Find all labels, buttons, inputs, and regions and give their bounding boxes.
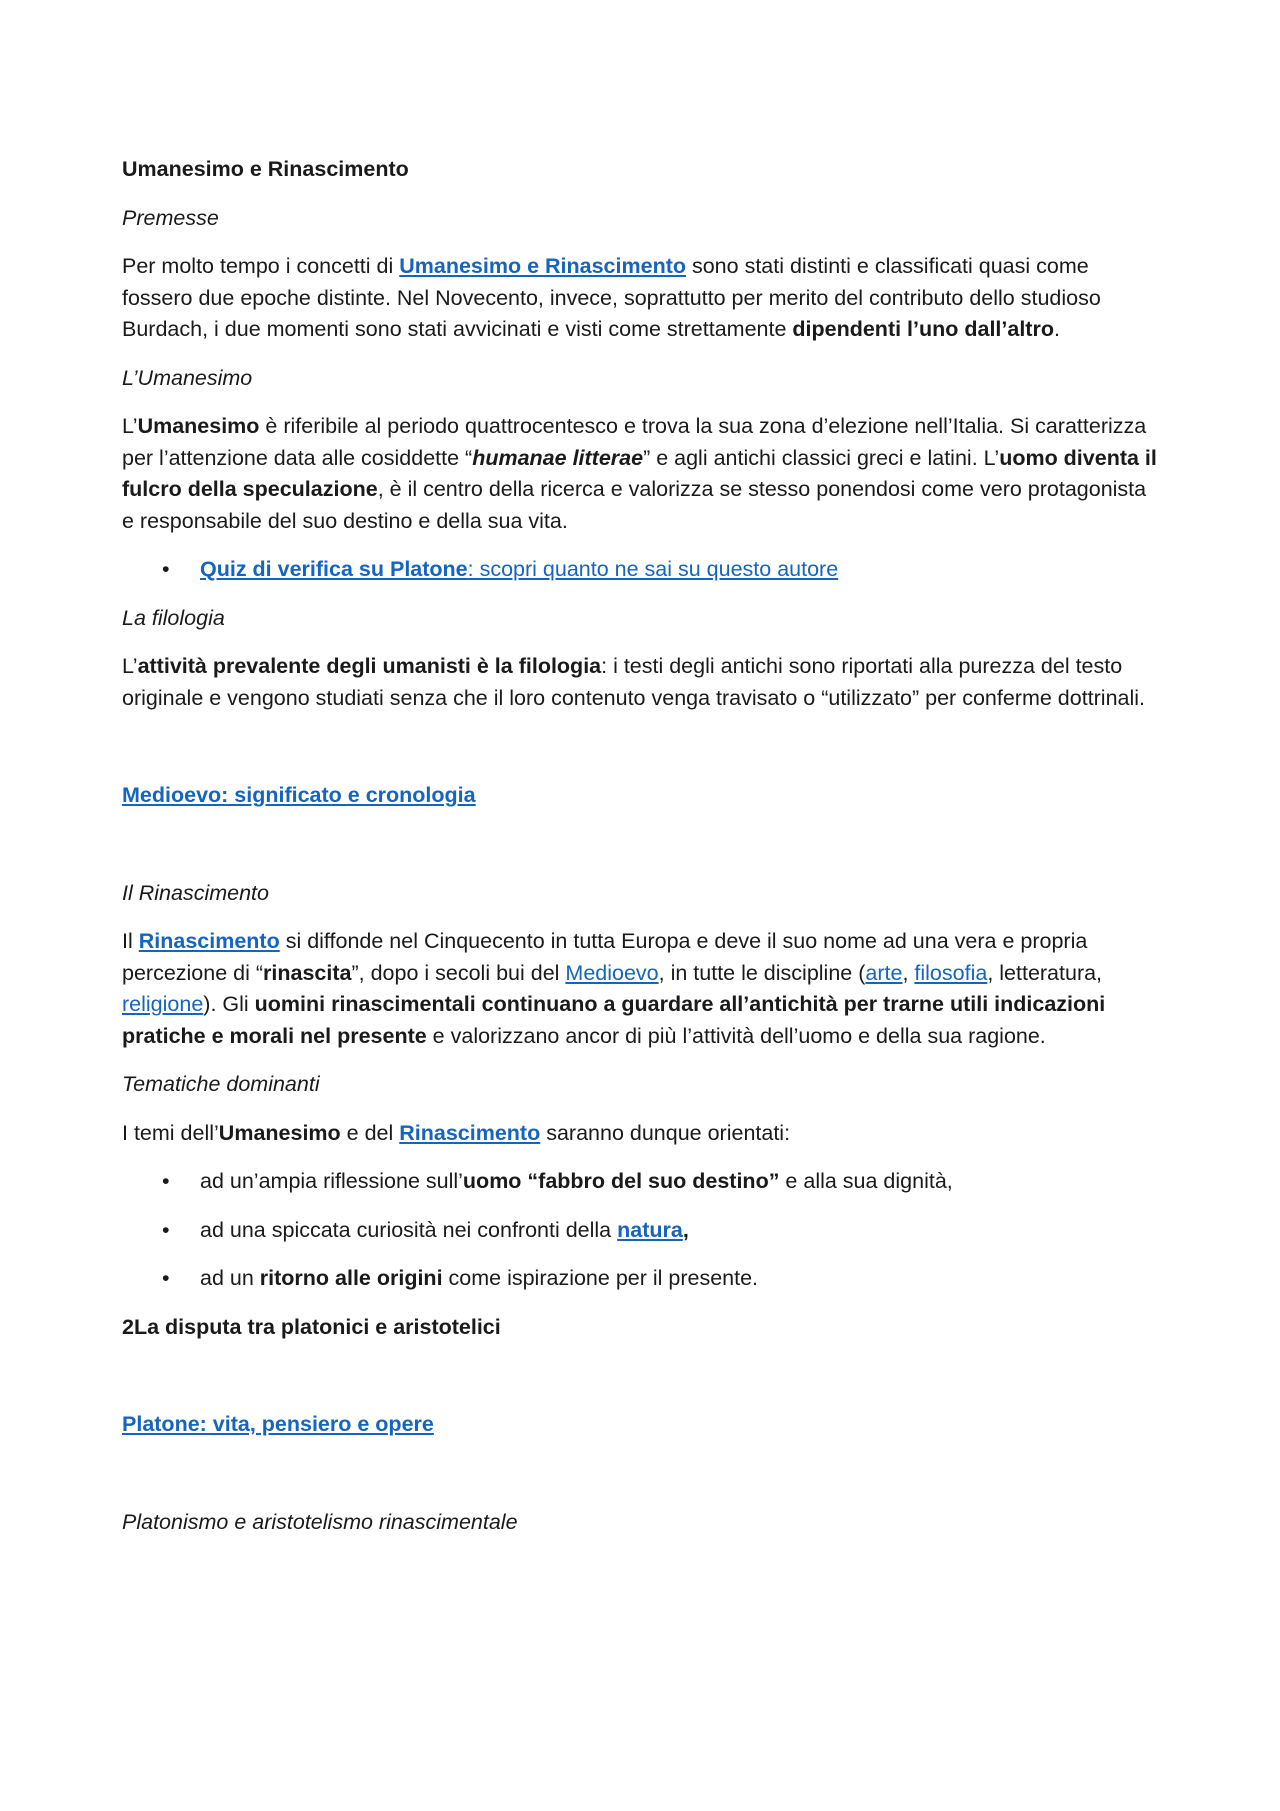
heading-disputa: 2La disputa tra platonici e aristotelici [122,1314,501,1339]
paragraph-premesse: Per molto tempo i concetti di Umanesimo e Rinascimento sono stati distinti e classificati quasi come fossero due epoche distinte. Nel Novecento, invece, soprattutto per merito del contributo dello studioso Burdach, i due momenti sono stati avvicinati e visti come strettamente dipendenti l’uno dall’altro. [122,254,1101,341]
document-title: Umanesimo e Rinascimento [122,157,409,181]
paragraph-filologia: L’attività prevalente degli umanisti è la filologia: i testi degli antichi sono riportati alla purezza del testo originale e vengono studiati senza che il loro contenuto venga travisato o “utilizzato” per conferme dottrinali. [122,654,1146,710]
link-religione[interactable]: religione [122,992,204,1016]
tematiche-list [122,1166,1160,1295]
link-rinascimento[interactable]: Rinascimento [138,929,280,953]
heading-premesse: Premesse [122,205,219,230]
heading-umanesimo: L’Umanesimo [122,365,253,390]
spacer [122,1360,1160,1409]
paragraph-tematiche-intro: I temi dell’Umanesimo e del Rinascimento saranno dunque orientati: [122,1120,791,1145]
link-quiz-platone[interactable]: Quiz di verifica su Platone: scopri quanto ne sai su questo autore [200,557,839,581]
spacer [122,829,1160,878]
bullet-icon: • [162,1266,170,1290]
link-medioevo[interactable]: Medioevo [565,960,659,985]
link-arte[interactable]: arte [865,960,903,985]
heading-rinascimento: Il Rinascimento [122,880,269,905]
link-platone-block [122,1409,1160,1441]
link-natura[interactable]: natura [617,1217,683,1242]
heading-filologia: La filologia [122,605,225,630]
paragraph-umanesimo: L’Umanesimo è riferibile al periodo quattrocentesco e trova la sua zona d’elezione nell’Italia. Si caratterizza per l’attenzione data alle cosiddette “humanae litterae” e agli antichi classici greci e latini. L’uomo diventa il fulcro della speculazione, è il centro della ricerca e valorizza se stesso ponendosi come vero protagonista e responsabile del suo destino e della sua vita. [122,414,1157,533]
heading-platonismo: Platonismo e aristotelismo rinascimentale [122,1509,518,1534]
bullet-icon: • [162,1217,170,1242]
link-medioevo-cronologia[interactable]: Medioevo: significato e cronologia [122,783,476,807]
link-umanesimo-rinascimento[interactable]: Umanesimo e Rinascimento [399,254,686,278]
bullet-icon: • [162,1169,170,1193]
link-filosofia[interactable]: filosofia [914,960,988,985]
link-platone-vita[interactable]: Platone: vita, pensiero e opere [122,1412,434,1436]
spacer [122,731,1160,780]
link-rinascimento-2[interactable]: Rinascimento [399,1120,541,1145]
list-item: • ad un ritorno alle origini come ispirazione per il presente. [122,1263,1160,1295]
link-medioevo-block [122,780,1160,812]
spacer [122,1458,1160,1507]
list-item: • ad una spiccata curiosità nei confronti della natura, [122,1215,1160,1247]
list-item [122,554,1160,586]
list-item: • ad un’ampia riflessione sull’uomo “fabbro del suo destino” e alla sua dignità, [122,1166,1160,1198]
heading-tematiche: Tematiche dominanti [122,1072,320,1096]
bullet-icon: • [162,557,170,581]
quiz-list [122,554,1160,586]
paragraph-rinascimento: Il Rinascimento si diffonde nel Cinquecento in tutta Europa e deve il suo nome ad una vera e propria percezione di “rinascita”, dopo i secoli bui del Medioevo, in tutte le discipline (arte, filosofia, letteratura, religione). Gli uomini rinascimentali continuano a guardare all’antichità per trarne utili indicazioni pratiche e morali nel presente e valorizzano ancor di più l’attività dell’uomo e della sua ragione. [122,929,1106,1048]
